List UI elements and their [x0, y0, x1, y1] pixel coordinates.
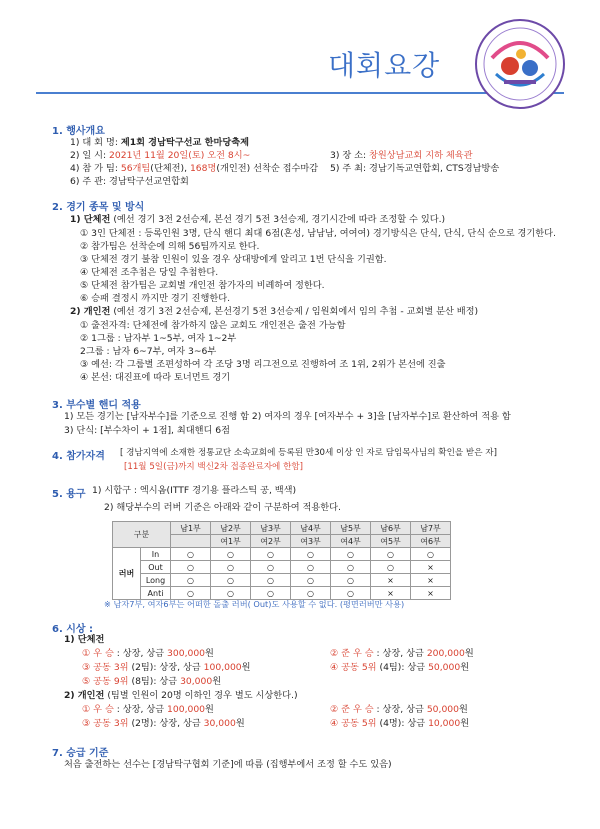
table-cell: ○: [251, 561, 291, 574]
table-row: [113, 587, 451, 600]
header-men-4: 남4부: [291, 522, 331, 535]
individual-rule-1: ① 출전자격: 단체전에 참가하지 않은 교회도 개인전은 출전 가능함: [80, 320, 346, 331]
table-cell: ○: [411, 548, 451, 561]
table-cell: ○: [331, 548, 371, 561]
equipment-line-2: 2) 해당부수의 러버 기준은 아래와 같이 구분하여 적용한다.: [104, 502, 341, 513]
award-individual-1: ① 우 승 : 상장, 상금 100,000원: [82, 704, 214, 715]
header-men-7: 남7부: [411, 522, 451, 535]
award-team-title: 1) 단체전: [64, 634, 105, 645]
table-cell: ○: [171, 548, 211, 561]
table-cell: ○: [211, 574, 251, 587]
individual-rule-3: ③ 예선: 각 그룹별 조편성하여 각 조당 3명 리그전으로 진행하여 조 1위, 2위가 본선에 진출: [80, 359, 446, 370]
header-women-4: 여3부: [291, 535, 331, 548]
header-women-6: 여5부: [371, 535, 411, 548]
award-team-3: ③ 공동 3위 (2팀): 상장, 상금 100,000원: [82, 662, 251, 673]
page-title: 대회요강: [328, 49, 441, 82]
event-date-row: 2) 일 시: 2021년 11월 20일(토) 오전 8시~: [70, 150, 251, 161]
rubber-group-label: 러버: [113, 548, 141, 600]
header-men-2: 남2부: [211, 522, 251, 535]
team-rule-1: ① 3인 단체전 : 등록인원 3명, 단식 핸디 최대 6점(혼성, 남남남, 여여여) 경기방식은 단식, 단식, 단식 순으로 경기한다.: [80, 228, 556, 239]
handicap-rule-1: 1) 모든 경기는 [남자부수]를 기준으로 진행 함 2) 여자의 경우 [여자부수 + 3]을 [남자부수]로 환산하여 적용 함: [64, 411, 511, 422]
table-cell: ○: [211, 548, 251, 561]
team-rule-6: ⑥ 승패 결정시 까지만 경기 진행한다.: [80, 293, 231, 304]
event-entry-row: 4) 참 가 팀: 56개팀(단체전), 168명(개인전) 선착순 접수마감: [70, 163, 319, 174]
table-cell: ○: [371, 561, 411, 574]
promotion-rule: 처음 출전하는 선수는 [경남탁구협회 기준]에 따름 (집행부에서 조정 할 수도 있음): [64, 759, 392, 770]
individual-rule-2: ② 1그룹 : 남자부 1~5부, 여자 1~2부: [80, 333, 237, 344]
award-team-1: ① 우 승 : 상장, 상금 300,000원: [82, 648, 214, 659]
section-4-heading: 4. 참가자격: [52, 451, 105, 462]
table-cell: ×: [411, 574, 451, 587]
award-team-2: ② 준 우 승 : 상장, 상금 200,000원: [330, 648, 474, 659]
team-rule-2: ② 참가팀은 선착순에 의해 56팀까지로 한다.: [80, 241, 260, 252]
table-cell: ○: [251, 587, 291, 600]
table-cell: ○: [251, 548, 291, 561]
eligibility-line-2: [11월 5일(금)까지 백신2차 접종완료자에 한함]: [124, 462, 304, 472]
table-cell: ○: [291, 548, 331, 561]
award-individual-title: 2) 개인전 (팀별 인원이 20명 이하인 경우 별도 시상한다.): [64, 690, 298, 701]
header-men-1: 남1부: [171, 522, 211, 535]
table-cell: ○: [171, 561, 211, 574]
section-7-heading: 7. 승급 기준: [52, 748, 109, 759]
table-corner: 구분: [113, 522, 171, 548]
event-organizer-row: 6) 주 관: 경남탁구선교연합회: [70, 176, 189, 187]
table-cell: ○: [331, 587, 371, 600]
header-men-5: 남5부: [331, 522, 371, 535]
section-1-heading: 1. 행사개요: [52, 126, 105, 137]
rubber-table: [112, 521, 451, 600]
table-cell: ○: [211, 587, 251, 600]
table-cell: ○: [331, 574, 371, 587]
header-women-5: 여4부: [331, 535, 371, 548]
rubber-note: ※ 남자7부, 여자6부는 어떠한 돌출 러버( Out)도 사용할 수 없다. (평면러버만 사용): [104, 599, 405, 609]
row-label: Out: [141, 561, 171, 574]
section-6-heading: 6. 시상 :: [52, 624, 94, 635]
table-cell: ○: [251, 574, 291, 587]
section-5-heading: 5. 용구: [52, 489, 86, 500]
table-row: [113, 574, 451, 587]
table-cell: ×: [371, 574, 411, 587]
award-individual-4: ④ 공동 5위 (4명): 상금 10,000원: [330, 718, 470, 729]
team-rule-4: ④ 단체전 조추첨은 당일 추첨한다.: [80, 267, 219, 278]
table-row: [113, 561, 451, 574]
individual-event-title: 2) 개인전 (예선 경기 3전 2선승제, 본선경기 5전 3선승제 / 임원회에서 임의 추첨 - 교회별 분산 배정): [70, 306, 479, 317]
header-men-6: 남6부: [371, 522, 411, 535]
event-place-row: 3) 장 소: 창원상남교회 지하 체육관: [330, 150, 473, 161]
award-team-5: ⑤ 공동 9위 (8팀): 상금 30,000원: [82, 676, 222, 687]
table-cell: ○: [291, 561, 331, 574]
header-men-3: 남3부: [251, 522, 291, 535]
event-name-row: 1) 대 회 명: 제1회 경남탁구선교 한마당축제: [70, 137, 250, 148]
section-3-heading: 3. 부수별 핸디 적용: [52, 400, 141, 411]
table-cell: ○: [371, 548, 411, 561]
equipment-line-1: 1) 시합구 : 엑시옴(ITTF 경기용 플라스틱 공, 백색): [92, 485, 297, 496]
table-cell: ×: [411, 561, 451, 574]
table-cell: ○: [331, 561, 371, 574]
team-event-title: 1) 단체전 (예선 경기 3전 2선승제, 본선 경기 5전 3선승제, 경기시간에 따라 조정할 수 있다.): [70, 214, 446, 225]
award-individual-2: ② 준 우 승 : 상장, 상금 50,000원: [330, 704, 468, 715]
header-women-3: 여2부: [251, 535, 291, 548]
header-women-1: [171, 535, 211, 548]
award-individual-3: ③ 공동 3위 (2명): 상장, 상금 30,000원: [82, 718, 245, 729]
team-rule-3: ③ 단체전 경기 불참 인원이 있을 경우 상대방에게 알리고 1번 단식을 기권함.: [80, 254, 387, 265]
table-cell: ○: [171, 574, 211, 587]
row-label: Long: [141, 574, 171, 587]
section-2-heading: 2. 경기 종목 및 방식: [52, 202, 145, 213]
individual-rule-2b: 2그룹 : 남자 6~7부, 여자 3~6부: [80, 346, 217, 357]
row-label: Anti: [141, 587, 171, 600]
eligibility-line-1: [ 경남지역에 소재한 정통교단 소속교회에 등록된 만30세 이상 인 자로 담임목사님의 확인을 받은 자]: [120, 448, 497, 458]
table-tennis-emblem-icon: [474, 18, 566, 110]
table-cell: ○: [171, 587, 211, 600]
individual-rule-4: ④ 본선: 대진표에 따라 토너먼트 경기: [80, 372, 231, 383]
table-row: [113, 548, 451, 561]
table-cell: ○: [291, 587, 331, 600]
row-label: In: [141, 548, 171, 561]
team-rule-5: ⑤ 단체전 참가팀은 교회별 개인전 참가자의 비례하여 정한다.: [80, 280, 325, 291]
handicap-rule-2: 3) 단식: [부수차이 + 1점], 최대핸디 6점: [64, 425, 231, 436]
table-cell: ×: [411, 587, 451, 600]
table-cell: ○: [211, 561, 251, 574]
header-women-7: 여6부: [411, 535, 451, 548]
table-cell: ○: [291, 574, 331, 587]
header-women-2: 여1부: [211, 535, 251, 548]
award-team-4: ④ 공동 5위 (4팀): 상금 50,000원: [330, 662, 470, 673]
event-host-row: 5) 주 최: 경남기독교연합회, CTS경남방송: [330, 163, 500, 174]
table-cell: ×: [371, 587, 411, 600]
